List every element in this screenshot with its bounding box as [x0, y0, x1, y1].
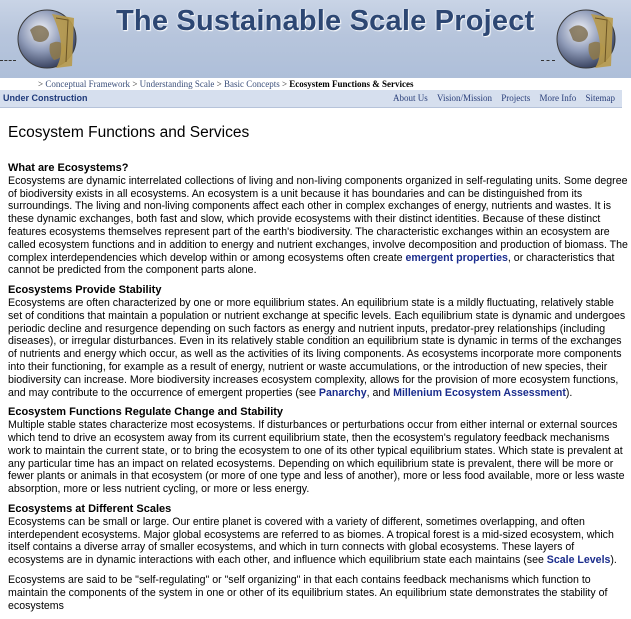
- paragraph-text: Ecosystems are dynamic interrelated collections of living and non-living components organized in self-regulating units. Some degree of biodiversity exists in all ecosystems. An ecosystem is a unit because it has boundaries and can be distinguished from its surroundings. The living and non-living components affect each other in complex exchanges of energy, nutrients and wastes. It is these dynamic exchanges, both fast and slow, which provide ecosystems with their distinct identities. Because of these distinct features ecosystems themselves represent part of the earth's biodiversity. The characteristic exchanges within an ecosystem are called ecosystem functions and in addition to energy and nutrient exchanges, involve decomposition and production of biomass. The complex interdependencies which develop within or among ecosystems often create: [8, 174, 628, 264]
- link-emergent-properties[interactable]: emergent properties: [405, 251, 508, 264]
- link-panarchy[interactable]: Panarchy: [318, 386, 367, 399]
- globe-logo-icon: [555, 8, 617, 70]
- link-millenium-ecosystem-assessment[interactable]: Millenium Ecosystem Assessment: [393, 386, 566, 399]
- construction-status: Under Construction: [3, 93, 88, 103]
- section-paragraph: [8, 297, 628, 399]
- nav-about-us[interactable]: About Us: [393, 93, 428, 103]
- top-navbar: [0, 90, 622, 108]
- breadcrumb-understanding-scale[interactable]: Understanding Scale: [139, 79, 215, 89]
- section-paragraph: Ecosystems are said to be "self-regulating" or "self organizing" in that each contains feedback mechanisms which function to maintain the components of the system in one or other of its equilibrium states. An equilibrium state demonstrates the stability of ecosystems: [8, 573, 608, 612]
- paragraph-tail: ).: [565, 386, 573, 399]
- paragraph-text: Ecosystems can be small or large. Our entire planet is covered with a variety of different, sometimes overlapping, and often interdependent ecosystems. Major global ecosystems are referred to as biomes. A tropical forest is a mid-sized ecosystem, which itself contains a diverse array of smaller ecosystems, and which in turn connects with global ecosystems. These layers of ecosystems are in dynamic interactions with each other, and influence which equilibrium state each maintains (see: [8, 515, 614, 567]
- nav-sitemap[interactable]: Sitemap: [585, 93, 615, 103]
- paragraph-text: Ecosystems are often characterized by one or more equilibrium states. An equilibrium state is a mildly fluctuating, relatively stable set of conditions that maintain a population or nutrient exchange at specific levels. Each equilibrium state is dynamic and undergoes periodic decline and resurgence depending on such factors as energy and nutrient inputs, predator-prey relationships (including diseases), or irregular disturbances. Even in its relatively stable condition an equilibrium state is dynamic in terms of the exchanges of nutrients and energy which occur, as well as the activities of its living components. As ecosystems incorporate more components into their functioning, for example as a result of energy, nutrient or waste accumulations, or the introduction of new species, their biodiversity can increase. More biodiversity increases ecosystem complexity, allows for the provision of more ecosystem functions, and may contribute to the occurrence of emergent properties (see: [8, 296, 626, 399]
- paragraph-tail: ).: [610, 554, 617, 567]
- banner-line-right: [541, 60, 555, 64]
- breadcrumb-separator: >: [132, 79, 138, 89]
- paragraph-tail: , or characteristics that cannot be predicted from the component parts alone.: [8, 251, 615, 277]
- section-different-scales: [8, 503, 628, 567]
- section-self-regulating: [8, 574, 628, 612]
- breadcrumb-basic-concepts[interactable]: Basic Concepts: [223, 79, 280, 89]
- nav-links: [386, 93, 615, 103]
- breadcrumb-conceptual-framework[interactable]: Conceptual Framework: [45, 79, 131, 89]
- section-heading: What are Ecosystems?: [8, 162, 129, 174]
- main-content: [8, 124, 628, 619]
- breadcrumb-separator: >: [216, 79, 222, 89]
- link-scale-levels[interactable]: Scale Levels: [546, 554, 611, 567]
- section-paragraph: Multiple stable states characterize most ecosystems. If disturbances or perturbations occur from either internal or external sources which tend to drive an ecosystem away from its current equilibrium state, then the ecosystem's regulatory feedback mechanisms work to maintain the current state, or to bring the ecosystem to one of its other typical equilibrium states. Which state is prevalent at any particular time has an impact on related ecosystems. Depending on which equilibrium state is prevalent, there will be more or fewer plants or animals in that ecosystem (or more of one type and less of another), more or less food available, more or less waste absorption, more or less nutrient cycling, or more or less energy.: [8, 419, 625, 496]
- nav-projects[interactable]: Projects: [501, 93, 531, 103]
- banner-title: The Sustainable Scale Project: [116, 5, 535, 37]
- site-banner: [0, 0, 631, 78]
- page-title: Ecosystem Functions and Services: [8, 124, 250, 141]
- breadcrumb-current: Ecosystem Functions & Services: [289, 79, 414, 89]
- section-paragraph: [8, 516, 628, 567]
- section-heading: Ecosystem Functions Regulate Change and Stability: [8, 406, 284, 419]
- nav-vision-mission[interactable]: Vision/Mission: [437, 93, 492, 103]
- section-regulate-change: [8, 406, 628, 496]
- nav-more-info[interactable]: More Info: [539, 93, 577, 103]
- section-provide-stability: [8, 284, 628, 399]
- section-what-are-ecosystems: [8, 162, 628, 277]
- globe-logo-icon: [16, 8, 78, 70]
- breadcrumb-separator: >: [281, 79, 288, 89]
- banner-line-left: [0, 60, 16, 64]
- breadcrumb: [38, 79, 414, 89]
- breadcrumb-prefix: >: [38, 79, 44, 89]
- section-paragraph: [8, 175, 628, 277]
- section-heading: Ecosystems Provide Stability: [8, 284, 162, 297]
- section-heading: Ecosystems at Different Scales: [8, 502, 172, 515]
- paragraph-mid: , and: [366, 386, 394, 399]
